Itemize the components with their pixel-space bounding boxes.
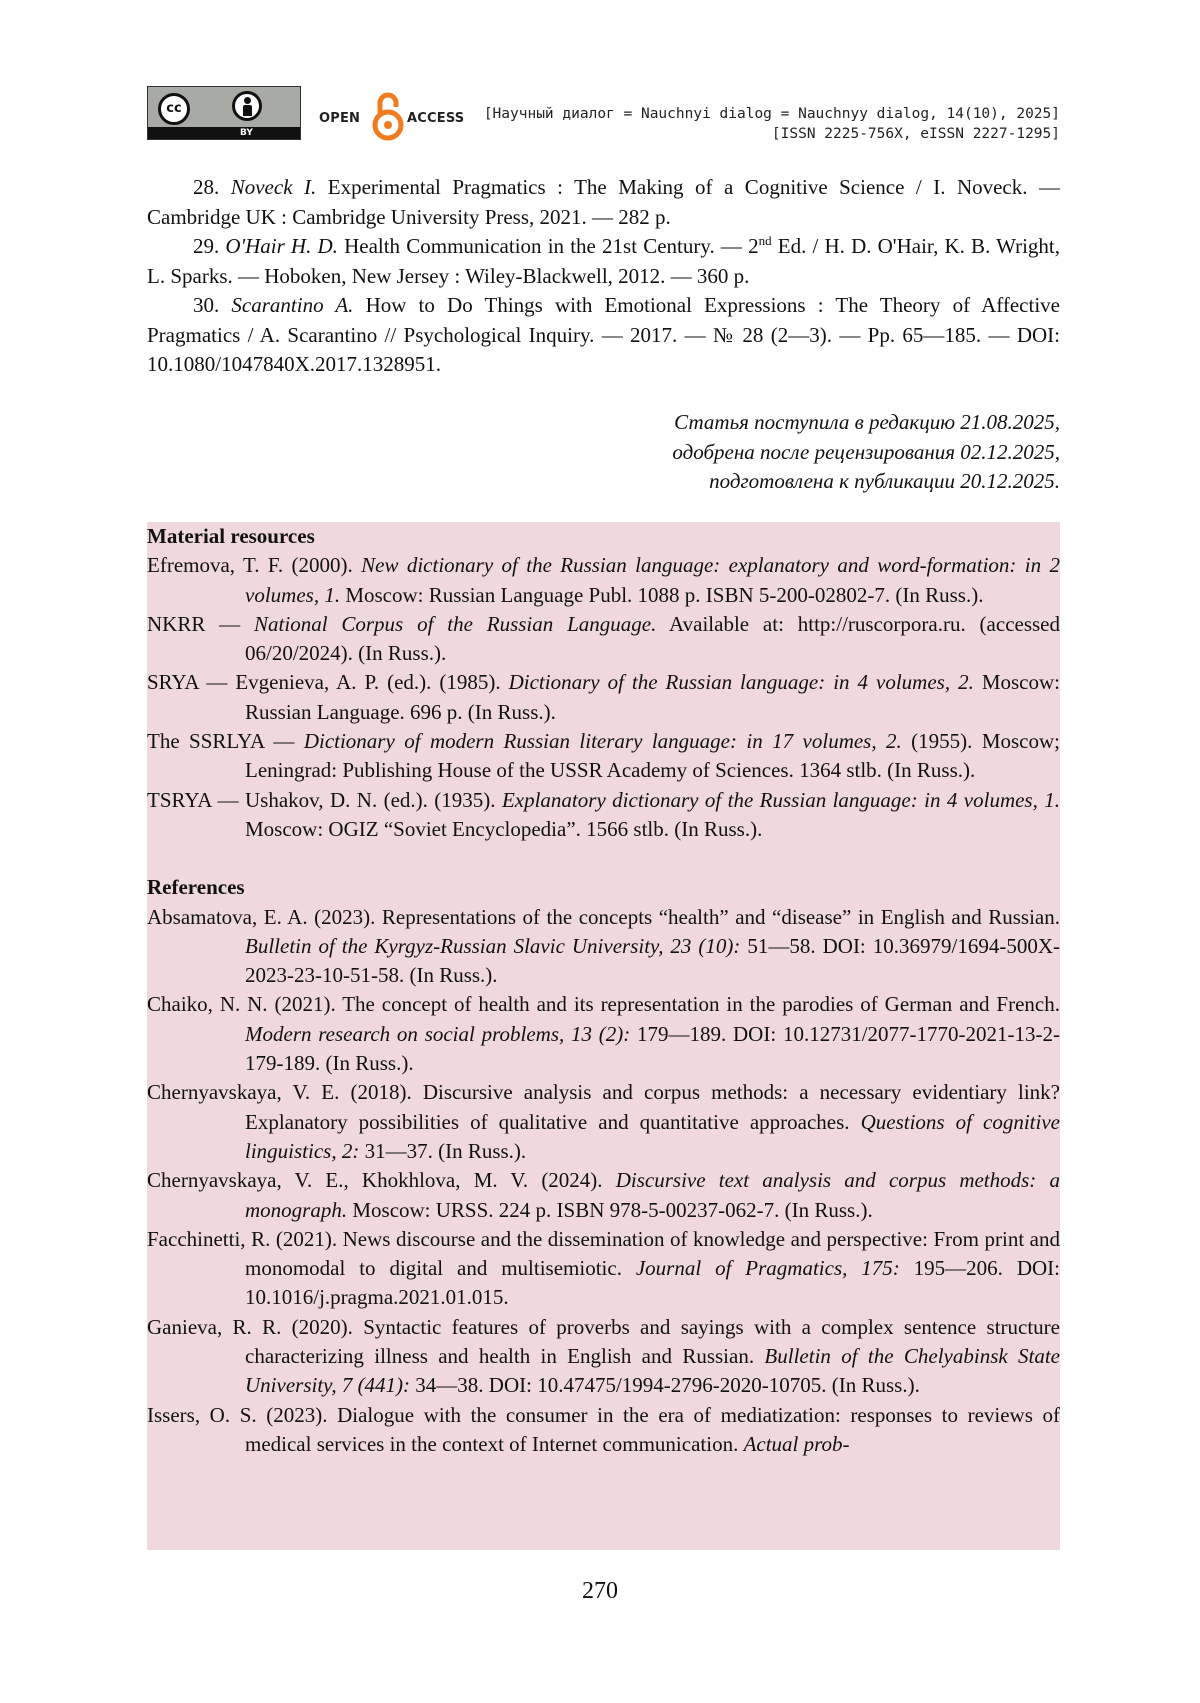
- reference-29: 29. O'Hair H. D. Health Communication in the 21st Century. — 2nd Ed. / H. D. O'Hair, K. B. Wright, L. Sparks. — Hoboken, New Jersey : Wiley-Blackwell, 2012. — 360 p.: [147, 233, 1060, 288]
- open-access-lock-icon: [371, 89, 405, 143]
- cc-icon: cc: [158, 93, 190, 125]
- open-access-logo: [315, 89, 465, 143]
- reference-item: Chaiko, N. N. (2021). The concept of health and its representation in the parodies of German and French. Modern research on social problems, 13 (2): 179—189. DOI: 10.12731/2077-1770-2021-13-2-179-189. (In Russ.).: [147, 992, 1060, 1076]
- reference-author: O'Hair H. D.: [225, 234, 338, 258]
- open-access-text-access: ACCESS: [407, 111, 465, 126]
- journal-issn: [ISSN 2225-756X, eISSN 2227-1295]: [771, 126, 1060, 142]
- reference-item: Chernyavskaya, V. E. (2018). Discursive analysis and corpus methods: a necessary evidentiary link? Explanatory possibilities of qualitative and quantitative approaches. Questions of cognitive linguistics, 2: 31—37. (In Russ.).: [147, 1080, 1060, 1163]
- material-item: TSRYA — Ushakov, D. N. (ed.). (1935). Explanatory dictionary of the Russian language: in 4 volumes, 1. Moscow: OGIZ “Soviet Encyclopedia”. 1566 stlb. (In Russ.).: [147, 787, 1061, 841]
- date-prepared: подготовлена к публикации 20.12.2025.: [709, 469, 1060, 493]
- material-item: Efremova, T. F. (2000). New dictionary of the Russian language: explanatory and word-formation: in 2 volumes, 1. Moscow: Russian Language Publ. 1088 p. ISBN 5-200-02802-7. (In Russ.).: [147, 553, 1060, 607]
- material-item: NKRR — National Corpus of the Russian Language. Available at: http://ruscorpora.ru. (accessed 06/20/2024). (In Russ.).: [147, 611, 1061, 666]
- material-item: The SSRLYA — Dictionary of modern Russian literary language: in 17 volumes, 2. (1955). Moscow; Leningrad: Publishing House of the USSR Academy of Sciences. 1364 stlb. (In Russ.).: [147, 729, 1060, 783]
- open-access-text-open: OPEN: [319, 111, 361, 126]
- cc-by-license-logo: [147, 86, 301, 140]
- date-approved: одобрена после рецензирования 02.12.2025,: [672, 439, 1060, 464]
- material-resources-heading: Material resources: [147, 524, 315, 548]
- by-label: BY: [240, 128, 253, 138]
- journal-info: [484, 104, 1060, 144]
- article-dates: [672, 408, 1060, 497]
- reference-28: 28. Noveck I. Experimental Pragmatics : The Making of a Cognitive Science / I. Noveck. — Cambridge UK : Cambridge University Press, 2021. — 282 p.: [147, 175, 1060, 229]
- reference-author: Scarantino A.: [231, 293, 354, 317]
- page-header: [147, 85, 1060, 145]
- reference-30: 30. Scarantino A. How to Do Things with Emotional Expressions : The Theory of Affective Pragmatics / A. Scarantino // Psychological Inquiry. — 2017. — № 28 (2—3). — Pp. 65—185. — DOI: 10.1080/1047840X.2017.1328951.: [147, 293, 1060, 376]
- reference-item: Issers, O. S. (2023). Dialogue with the consumer in the era of mediatization: responses to reviews of medical services in the context of Internet communication. Actual prob-: [147, 1402, 1060, 1456]
- date-received: Статья поступила в редакцию 21.08.2025,: [674, 410, 1060, 434]
- transliterated-references: [147, 522, 1060, 1459]
- reference-item: Facchinetti, R. (2021). News discourse and the dissemination of knowledge and perspective: From print and monomodal to digital and multisemiotic. Journal of Pragmatics, 175: 195—206. DOI: 10.1016/j.pragma.2021.01.015.: [147, 1226, 1060, 1310]
- material-item: SRYA — Evgenieva, A. P. (ed.). (1985). Dictionary of the Russian language: in 4 volumes, 2. Moscow: Russian Language. 696 p. (In Russ.).: [147, 670, 1061, 724]
- page-number: 270: [582, 1578, 618, 1604]
- reference-author: Noveck I.: [230, 175, 317, 199]
- reference-item: Ganieva, R. R. (2020). Syntactic features of proverbs and sayings with a complex sentence structure characterizing illness and health in English and Russian. Bulletin of the Chelyabinsk State University, 7 (441): 34—38. DOI: 10.47475/1994-2796-2020-10705. (In Russ.).: [147, 1314, 1061, 1398]
- references-heading: References: [147, 875, 245, 900]
- reference-item: Chernyavskaya, V. E., Khokhlova, M. V. (2024). Discursive text analysis and corpus methods: a monograph. Moscow: URSS. 224 p. ISBN 978-5-00237-062-7. (In Russ.).: [147, 1168, 1060, 1222]
- reference-item: Absamatova, E. A. (2023). Representations of the concepts “health” and “disease” in English and Russian. Bulletin of the Kyrgyz-Russian Slavic University, 23 (10): 51—58. DOI: 10.36979/1694-500X-2023-23-10-51-58. (In Russ.).: [147, 904, 1060, 988]
- numbered-references: [147, 173, 1060, 380]
- journal-citation: [Научный диалог = Nauchnyi dialog = Nauchnyy dialog, 14(10), 2025]: [483, 106, 1060, 122]
- attribution-icon: [232, 91, 262, 121]
